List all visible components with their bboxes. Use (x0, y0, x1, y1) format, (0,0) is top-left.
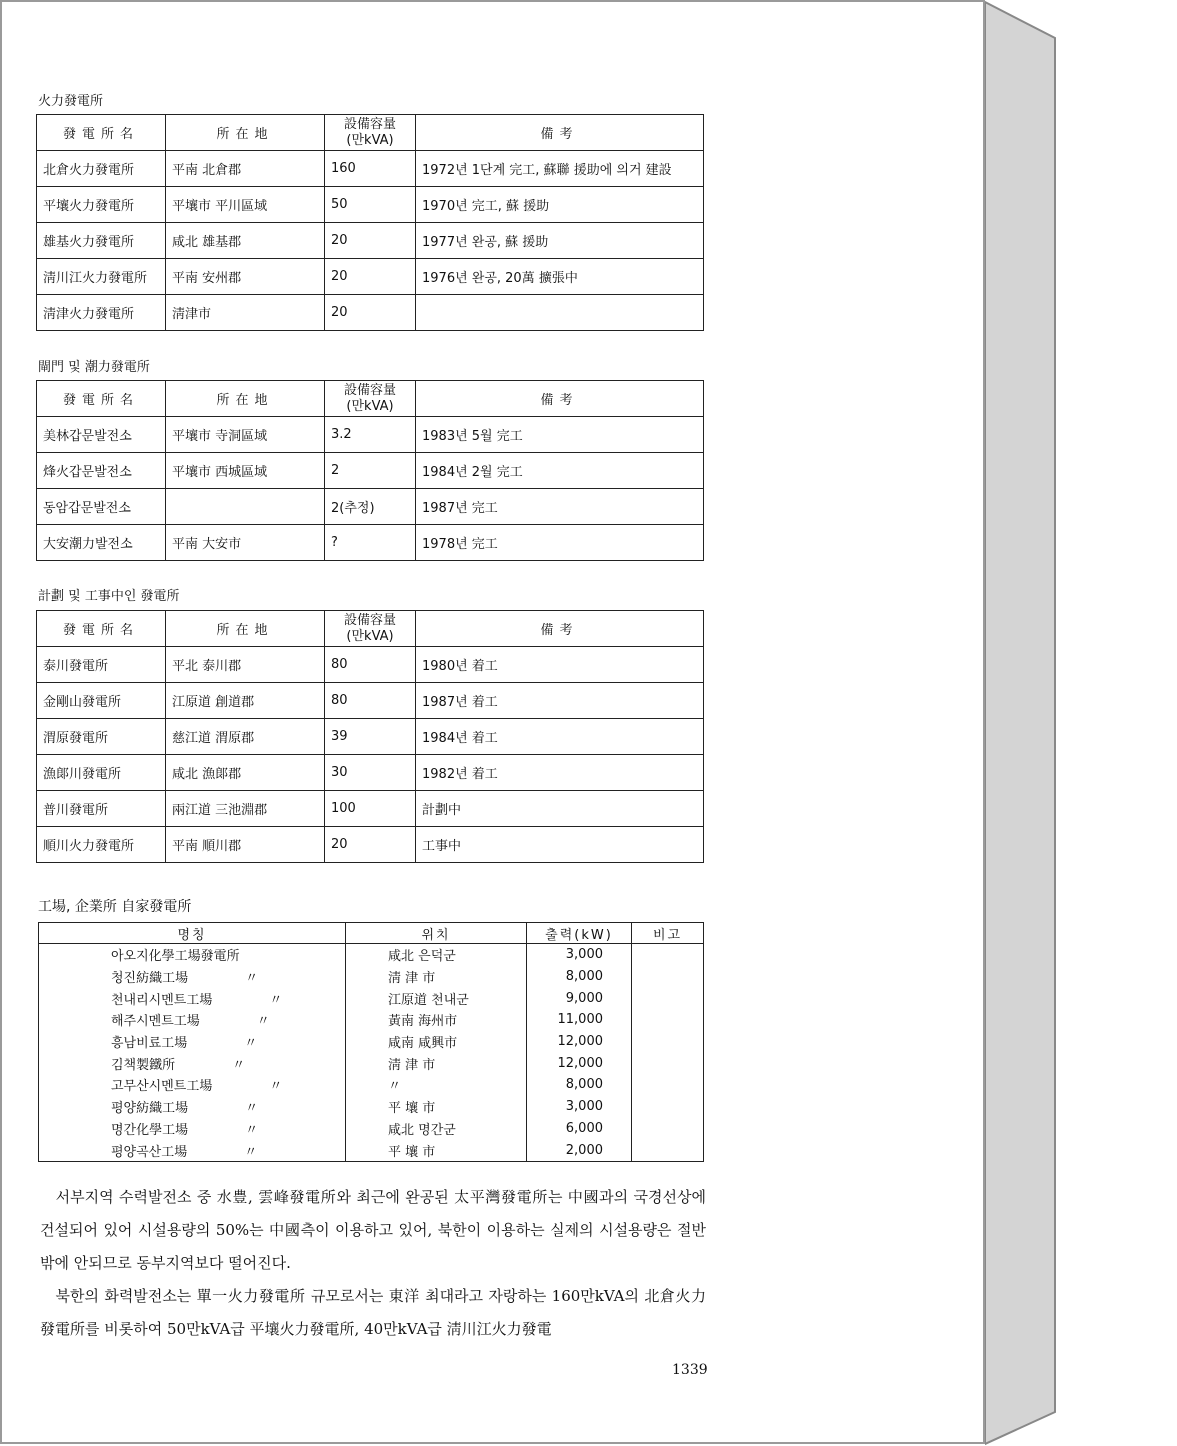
cell-plant-name: 金剛山發電所 (37, 683, 166, 719)
cell-capacity: 30 (325, 755, 416, 791)
ditto-mark: 〃 (232, 1057, 246, 1073)
cell-plant-name: 淸川江火力發電所 (37, 259, 166, 295)
cell-location: 平壤市 寺洞區域 (166, 417, 325, 453)
cell-location: 平南 北倉郡 (166, 151, 325, 187)
ditto-mark: 〃 (256, 1014, 270, 1030)
cell-name (39, 1052, 346, 1074)
table-row (37, 719, 704, 755)
cell-remarks: 工事中 (416, 827, 704, 863)
cell-output: 12,000 (527, 1031, 632, 1053)
cell-output: 9,000 (527, 987, 632, 1009)
table-row (39, 1052, 704, 1074)
cell-name (39, 1074, 346, 1096)
cell-remarks: 1980년 着工 (416, 647, 704, 683)
cell-location: 江原道 創道郡 (166, 683, 325, 719)
cell-remarks: 1987년 完工 (416, 489, 704, 525)
cell-location: 兩江道 三池淵郡 (166, 791, 325, 827)
cell-capacity: 20 (325, 259, 416, 295)
cell-capacity: 20 (325, 295, 416, 331)
cell-name (39, 1118, 346, 1140)
cell-name (39, 944, 346, 966)
table-row (37, 223, 704, 259)
cell-output: 11,000 (527, 1009, 632, 1031)
cell-remarks: 1984년 2월 完工 (416, 453, 704, 489)
ditto-mark: 〃 (269, 1079, 283, 1095)
body-paragraph: 북한의 화력발전소는 單一火力發電所 규모로서는 東洋 최대라고 자랑하는 160만kVA의 北倉火力發電所를 비롯하여 50만kVA급 平壤火力發電所, 40만kVA급 淸川江火力發電 (40, 1287, 706, 1338)
table-header-row (37, 381, 704, 417)
cell-plant-name: 美林갑문발전소 (37, 417, 166, 453)
cell-note (632, 1118, 704, 1140)
ditto-mark: 〃 (245, 1101, 259, 1117)
cell-location: 平南 安州郡 (166, 259, 325, 295)
cell-output: 8,000 (527, 966, 632, 988)
cell-location: 平南 大安市 (166, 525, 325, 561)
table-row (39, 1009, 704, 1031)
cell-output: 3,000 (527, 1096, 632, 1118)
cell-capacity: 2 (325, 453, 416, 489)
header-location: 所在地 (166, 611, 325, 647)
cell-name (39, 1031, 346, 1053)
cell-name (39, 1096, 346, 1118)
ditto-mark: 〃 (245, 971, 259, 987)
table-header-row (39, 923, 704, 944)
table-row (39, 944, 704, 966)
facility-name: 고무산시멘트工場 (111, 1079, 213, 1095)
factory-section-title: 工場, 企業所 自家發電所 (38, 899, 192, 915)
header-location: 위치 (346, 923, 527, 944)
cell-location: 咸北 漁郞郡 (166, 755, 325, 791)
cell-plant-name: 普川發電所 (37, 791, 166, 827)
cell-plant-name: 泰川發電所 (37, 647, 166, 683)
cell-capacity: 80 (325, 647, 416, 683)
cell-remarks: 1983년 5월 完工 (416, 417, 704, 453)
cell-location: 平 壤 市 (346, 1096, 527, 1118)
cell-location: 咸北 명간군 (346, 1118, 527, 1140)
facility-name: 명간化學工場 (111, 1122, 189, 1138)
cell-capacity: 20 (325, 223, 416, 259)
cell-location: 江原道 천내군 (346, 987, 527, 1009)
cell-capacity: 50 (325, 187, 416, 223)
table-row (39, 1118, 704, 1140)
cell-location: 淸 津 市 (346, 1052, 527, 1074)
header-remarks: 備考 (416, 115, 704, 151)
page-number: 1339 (672, 1362, 708, 1378)
page-stack-edge (985, 0, 1177, 1446)
tidal-section-title: 閘門 및 潮力發電所 (38, 360, 150, 375)
ditto-mark: 〃 (269, 992, 283, 1008)
cell-location: 咸南 咸興市 (346, 1031, 527, 1053)
cell-note (632, 944, 704, 966)
ditto-mark: 〃 (244, 1036, 258, 1052)
header-name: 명칭 (39, 923, 346, 944)
thermal-section-title: 火力發電所 (38, 94, 104, 109)
table-row (39, 1031, 704, 1053)
table-row (37, 259, 704, 295)
cell-note (632, 1096, 704, 1118)
tidal-plants-table (36, 380, 704, 561)
table-header-row (37, 611, 704, 647)
facility-name: 평양紡織工場 (111, 1101, 189, 1117)
header-remarks: 備考 (416, 611, 704, 647)
cell-note (632, 1031, 704, 1053)
cell-location: 平壤市 西城區域 (166, 453, 325, 489)
cell-plant-name: 烽火갑문발전소 (37, 453, 166, 489)
cell-remarks: 1972년 1단계 完工, 蘇聯 援助에 의거 建設 (416, 151, 704, 187)
cell-plant-name: 淸津火力發電所 (37, 295, 166, 331)
cell-note (632, 966, 704, 988)
cell-note (632, 1074, 704, 1096)
cell-name (39, 966, 346, 988)
cell-remarks (416, 295, 704, 331)
cell-capacity: 80 (325, 683, 416, 719)
body-paragraph: 서부지역 수력발전소 중 水豊, 雲峰發電所와 최근에 완공된 太平灣發電所는 中國과의 국경선상에 건설되어 있어 시설용량의 50%는 中國측이 이용하고 있어, 북한이 이용하는 실제의 시설용량은 절반밖에 안되므로 동부지역보다 떨어진다. (40, 1188, 706, 1272)
table-header-row (37, 115, 704, 151)
cell-location: 淸津市 (166, 295, 325, 331)
facility-name: 김책製鐵所 (111, 1057, 176, 1073)
table-row (37, 647, 704, 683)
cell-plant-name: 渭原發電所 (37, 719, 166, 755)
table-row (37, 453, 704, 489)
cell-remarks: 1984년 着工 (416, 719, 704, 755)
cell-name (39, 987, 346, 1009)
cell-remarks: 計劃中 (416, 791, 704, 827)
cell-capacity: 3.2 (325, 417, 416, 453)
header-note: 비고 (632, 923, 704, 944)
header-capacity: 設備容量 (만kVA) (325, 115, 416, 151)
cell-location: 平 壤 市 (346, 1139, 527, 1161)
cell-capacity: 160 (325, 151, 416, 187)
cell-name (39, 1139, 346, 1161)
table-row (39, 1096, 704, 1118)
cell-plant-name: 平壤火力發電所 (37, 187, 166, 223)
table-row (37, 151, 704, 187)
table-row (37, 417, 704, 453)
cell-name (39, 1009, 346, 1031)
cell-output: 8,000 (527, 1074, 632, 1096)
table-row (37, 791, 704, 827)
cell-capacity: ? (325, 525, 416, 561)
cell-location: 平北 泰川郡 (166, 647, 325, 683)
header-capacity: 設備容量 (만kVA) (325, 381, 416, 417)
cell-location: 平南 順川郡 (166, 827, 325, 863)
thermal-plants-table (36, 114, 704, 331)
cell-note (632, 1052, 704, 1074)
cell-output: 6,000 (527, 1118, 632, 1140)
cell-location: 黃南 海州市 (346, 1009, 527, 1031)
table-row (37, 295, 704, 331)
table-row (37, 683, 704, 719)
header-output: 출력(kW) (527, 923, 632, 944)
facility-name: 평양곡산工場 (111, 1144, 188, 1160)
cell-remarks: 1977년 완공, 蘇 援助 (416, 223, 704, 259)
header-remarks: 備考 (416, 381, 704, 417)
cell-capacity: 2(추정) (325, 489, 416, 525)
cell-remarks: 1987년 着工 (416, 683, 704, 719)
cell-location: 咸北 雄基郡 (166, 223, 325, 259)
cell-remarks: 1976년 완공, 20萬 擴張中 (416, 259, 704, 295)
facility-name: 해주시멘트工場 (111, 1014, 200, 1030)
cell-plant-name: 順川火力發電所 (37, 827, 166, 863)
ditto-mark: 〃 (244, 1144, 258, 1160)
table-row (39, 987, 704, 1009)
cell-location: 淸 津 市 (346, 966, 527, 988)
cell-capacity: 100 (325, 791, 416, 827)
header-capacity: 設備容量 (만kVA) (325, 611, 416, 647)
cell-note (632, 1009, 704, 1031)
header-plant-name: 發電所名 (37, 381, 166, 417)
planned-plants-table (36, 610, 704, 863)
cell-plant-name: 大安潮力발전소 (37, 525, 166, 561)
ditto-mark: 〃 (245, 1122, 259, 1138)
cell-output: 3,000 (527, 944, 632, 966)
cell-output: 12,000 (527, 1052, 632, 1074)
table-row (37, 489, 704, 525)
cell-location (166, 489, 325, 525)
cell-output: 2,000 (527, 1139, 632, 1161)
cell-capacity: 39 (325, 719, 416, 755)
facility-name: 천내리시멘트工場 (111, 992, 213, 1008)
header-location: 所在地 (166, 115, 325, 151)
table-row (39, 966, 704, 988)
table-row (37, 755, 704, 791)
cell-plant-name: 동암갑문발전소 (37, 489, 166, 525)
facility-name: 흥남비료工場 (111, 1036, 188, 1052)
cell-remarks: 1970년 完工, 蘇 援助 (416, 187, 704, 223)
table-row (37, 827, 704, 863)
cell-location: 慈江道 渭原郡 (166, 719, 325, 755)
facility-name: 청진紡織工場 (111, 971, 189, 987)
cell-note (632, 987, 704, 1009)
table-row (37, 525, 704, 561)
planned-section-title: 計劃 및 工事中인 發電所 (38, 589, 180, 604)
cell-plant-name: 北倉火力發電所 (37, 151, 166, 187)
cell-location: 〃 (346, 1074, 527, 1096)
cell-remarks: 1982년 着工 (416, 755, 704, 791)
header-location: 所在地 (166, 381, 325, 417)
table-row (39, 1074, 704, 1096)
cell-plant-name: 漁郞川發電所 (37, 755, 166, 791)
cell-location: 平壤市 平川區域 (166, 187, 325, 223)
factory-plants-table (38, 922, 704, 1162)
header-plant-name: 發電所名 (37, 115, 166, 151)
cell-note (632, 1139, 704, 1161)
header-plant-name: 發電所名 (37, 611, 166, 647)
facility-name: 아오지化學工場發電所 (111, 949, 240, 965)
cell-capacity: 20 (325, 827, 416, 863)
table-row (39, 1139, 704, 1161)
cell-remarks: 1978년 完工 (416, 525, 704, 561)
cell-plant-name: 雄基火力發電所 (37, 223, 166, 259)
cell-location: 咸北 은덕군 (346, 944, 527, 966)
table-row (37, 187, 704, 223)
